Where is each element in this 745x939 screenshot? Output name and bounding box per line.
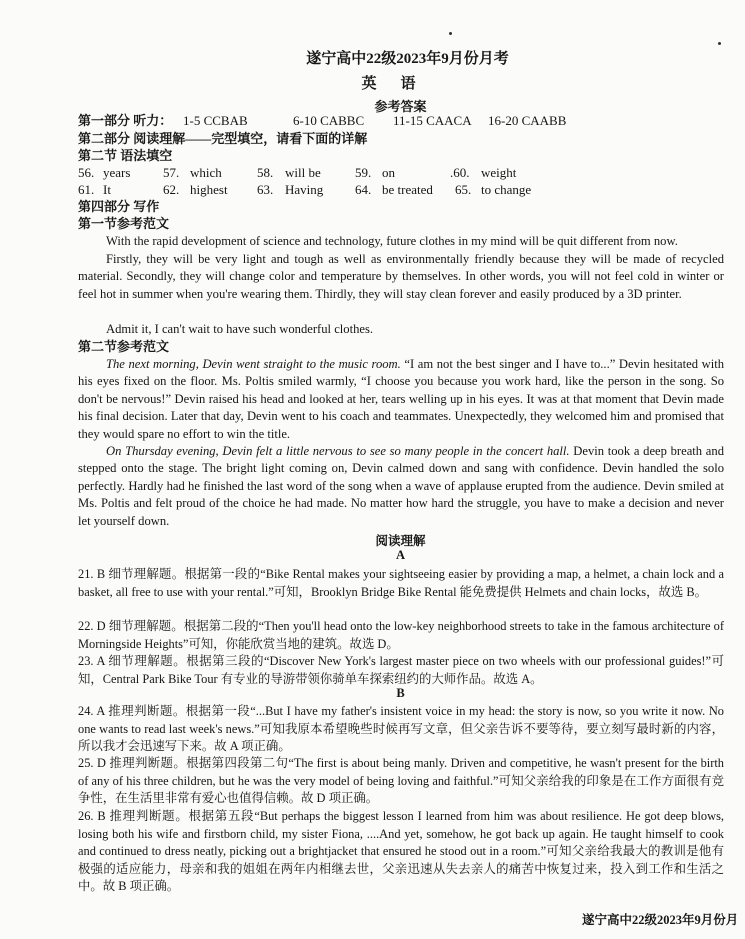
answer-item-22: 22. D 细节理解题。根据第二段的“Then you'll head onto the low-key neighborhood streets to take in the famous architecture of Morningside Heights”可知，你能欣赏当地的建筑。故选 D。 [78,619,724,651]
writing2-label: 第二节参考范文 [78,339,170,354]
writing2-paragraph-1 [78,356,724,443]
answer-number: 61. [78,182,95,197]
part4-label: 第四部分 写作 [78,199,160,214]
section-a-heading: A [395,548,406,562]
answer-text: highest [190,182,228,197]
answer-number: 57. [163,165,180,180]
answer-number: 62. [163,182,180,197]
answer-item-25: 25. D 推理判断题。根据第四段第二句“The first is about being manly. Driven and competitive, he wasn't present for the birth of any of his three children, but he was the very model of being loving and faithful.”可知父亲给我的印象是在工作方面很有竞争性，在生活里非常有爱心也值得信赖。故 D 项正确。 [78,756,724,805]
page-footer: 遂宁高中22级2023年9月份月 [582,913,739,927]
answer-text: It [103,182,111,197]
listening-group-4: 16-20 CAABB [488,113,567,128]
exam-title: 遂宁高中22级2023年9月份月考 [306,51,509,67]
answer-number: 58. [257,165,274,180]
listening-group-1: 1-5 CCBAB [183,113,248,128]
writing1-paragraph-1: With the rapid development of science and technology, future clothes in my mind will be quit different from now. [106,234,678,248]
scan-speck [449,32,452,35]
paragraph-body: “I am not the best singer and I have to...” Devin hesitated with his eyes fixed on the floor. Ms. Poltis smiled warmly, “I choose you because you work hard, like the person in the song. So don't be nervous!” Devin raised his head and looked at her, tears welling up in his eyes. It was at that moment that Devin made his final decision. Later that day, Devin went to his coach and teammates. Unexpectedly, they welcomed him and promised that they would spare no effort to win the title. [78,357,724,441]
section2-label: 第二节 语法填空 [78,148,173,163]
answer-item-26: 26. B 推理判断题。根据第五段“But perhaps the biggest lesson I learned from him was about resilience. He got deep blows, losing both his wife and firstborn child, my sister Fiona, ....And yet, somehow, he got back up again. He taught himself to cook and continued to dress neatly, picking out a brightjacket that ensured he stood out in a room.”可知父亲给我最大的教训是他有极强的适应能力，母亲和我的姐姐在两年内相继去世，父亲迅速从失去亲人的痛苦中恢复过来，投入到工作和生活之中。故 B 项正确。 [78,809,724,893]
paragraph-body: Devin took a deep breath and stepped onto the stage. The bright light coming on, Devin calmed down and sang with confidence. Devin handled the solo perfectly. Hardly had he finished the last word of the song when a wave of applause erupted from the audience. Devin smiled at Ms. Poltis and felt proud of the choice he had made. No matter how hard the struggle, you have to make a decision and never let yourself down. [78,444,724,528]
answer-text: will be [285,165,321,180]
answer-number: .60. [450,165,470,180]
listening-group-2: 6-10 CABBC [293,113,365,128]
answer-item-23: 23. A 细节理解题。根据第三段的“Discover New York's largest master piece on two wheels with our professional guides!”可知，Central Park Bike Tour 有专业的导游带领你骑单车探索纽约的大师作品。故选 A。 [78,654,724,686]
answer-text: which [190,165,222,180]
listening-group-3: 11-15 CAACA [393,113,472,128]
writing2-paragraph-2 [78,443,724,530]
part2-label: 第二部分 阅读理解——完型填空，请看下面的详解 [78,131,368,146]
answer-item-21: 21. B 细节理解题。根据第一段的“Bike Rental makes your sightseeing easier by providing a map, a helmet, a chain lock and a basket, all free to use with your rental.”可知，Brooklyn Bridge Bike Rental 能免费提供 Helmets and chain locks，故选 B。 [78,567,724,599]
answer-text: be treated [382,182,433,197]
answer-number: 65. [455,182,472,197]
answer-text: years [103,165,131,180]
writing1-paragraph-2: Firstly, they will be very light and tough as well as environmentally friendly because they will be made of recycled material. Secondly, they will change color and temperature by themselves. In other words, you will not feel cold in winter or feel hot in summer when you're wearing them. Thirdly, they will stay clean forever and easily produced by a 3D printer. [78,252,724,301]
reading-heading: 阅读理解 [375,534,426,548]
section-b-heading: B [396,686,405,700]
answer-text: to change [481,182,532,197]
answer-text: Having [285,182,324,197]
answer-text: weight [481,165,517,180]
answer-number: 64. [355,182,372,197]
subject-title: 英语 [361,76,440,92]
reference-answers-heading: 参考答案 [374,99,427,114]
paragraph-lead-sentence: The next morning, Devin went straight to the music room. [106,357,401,371]
paragraph-lead-sentence: On Thursday evening, Devin felt a little nervous to see so many people in the concert hall. [106,444,570,458]
writing1-label: 第一节参考范文 [78,216,170,231]
answer-number: 56. [78,165,95,180]
scan-speck [718,42,721,45]
answer-item-24: 24. A 推理判断题。根据第一段“...But I have my father's insistent voice in my head: the story is now, so you write it now. No one wants to read last week's news.”可知我原本希望晚些时候再写文章，但父亲告诉不要等待，要立刻写最时新的内容，所以我才会迅速写下来。故 A 项正确。 [78,704,724,753]
writing1-paragraph-3: Admit it, I can't wait to have such wonderful clothes. [106,322,374,336]
answer-number: 59. [355,165,372,180]
answer-number: 63. [257,182,274,197]
part1-label: 第一部分 听力： [78,113,173,128]
answer-text: on [382,165,395,180]
